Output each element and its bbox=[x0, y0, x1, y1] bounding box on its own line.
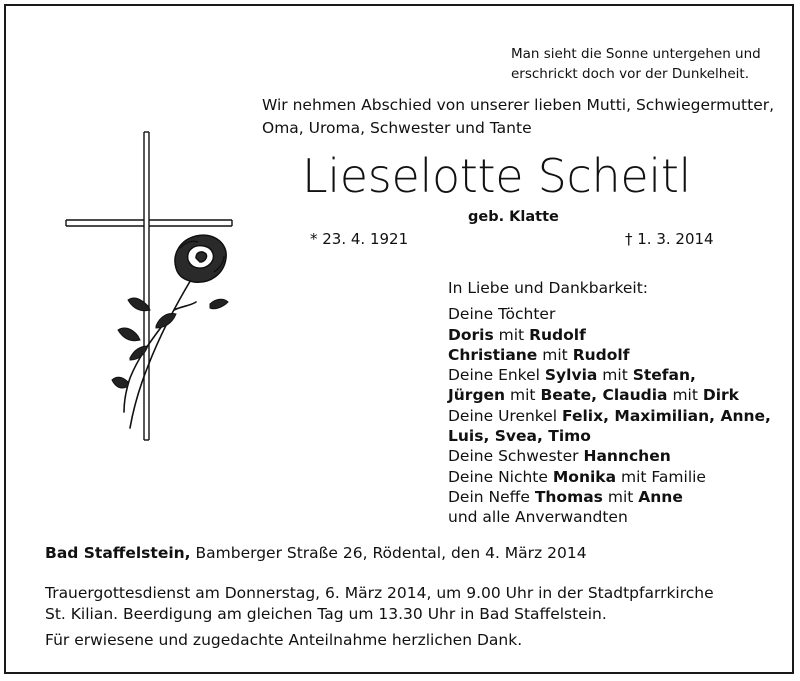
mourner-line: Jürgen mit Beate, Claudia mit Dirk bbox=[448, 386, 739, 405]
motto-line: Man sieht die Sonne untergehen und bbox=[511, 46, 761, 62]
address-line bbox=[45, 542, 785, 564]
mourner-line: Deine Urenkel Felix, Maximilian, Anne, bbox=[448, 406, 771, 425]
mourner-line: Deine Schwester Hannchen bbox=[448, 447, 671, 466]
mourner-line: Deine Nichte Monika mit Familie bbox=[448, 467, 706, 486]
intro-line: Oma, Uroma, Schwester und Tante bbox=[262, 119, 532, 137]
mourner-line: Luis, Svea, Timo bbox=[448, 427, 591, 446]
mourner-line: Deine Enkel Sylvia mit Stefan, bbox=[448, 366, 696, 385]
mourner-line: und alle Anverwandten bbox=[448, 508, 628, 527]
motto-quote bbox=[511, 44, 781, 84]
deceased-name: Lieselotte Scheitl bbox=[302, 149, 692, 203]
thanks-note: Für erwiesene und zugedachte Anteilnahme herzlichen Dank. bbox=[45, 631, 523, 649]
motto-line: erschrickt doch vor der Dunkelheit. bbox=[511, 66, 749, 82]
mourners-heading: In Liebe und Dankbarkeit: bbox=[448, 279, 649, 297]
daughters-label: Deine Töchter bbox=[448, 305, 556, 324]
death-date: † 1. 3. 2014 bbox=[625, 230, 714, 248]
mourner-line: Christiane mit Rudolf bbox=[448, 345, 630, 364]
funeral-service-info bbox=[45, 583, 785, 625]
cross-with-rose-icon bbox=[64, 130, 234, 450]
mourner-line: Dein Neffe Thomas mit Anne bbox=[448, 487, 683, 506]
service-line: Trauergottesdienst am Donnerstag, 6. März 2014, um 9.00 Uhr in der Stadtpfarrkirche bbox=[45, 584, 714, 602]
birth-date: * 23. 4. 1921 bbox=[310, 230, 409, 248]
mourner-line: Doris mit Rudolf bbox=[448, 325, 586, 344]
address-text: Bamberger Straße 26, Rödental, den 4. März 2014 bbox=[195, 544, 587, 562]
obituary-notice bbox=[4, 4, 794, 674]
maiden-name: geb. Klatte bbox=[468, 209, 559, 225]
intro-line: Wir nehmen Abschied von unserer lieben Mutti, Schwiegermutter, bbox=[262, 96, 775, 114]
mourners-list bbox=[448, 278, 788, 528]
town-name: Bad Staffelstein, bbox=[45, 544, 191, 562]
intro-text bbox=[262, 94, 782, 140]
service-line: St. Kilian. Beerdigung am gleichen Tag um 13.30 Uhr in Bad Staffelstein. bbox=[45, 605, 607, 623]
